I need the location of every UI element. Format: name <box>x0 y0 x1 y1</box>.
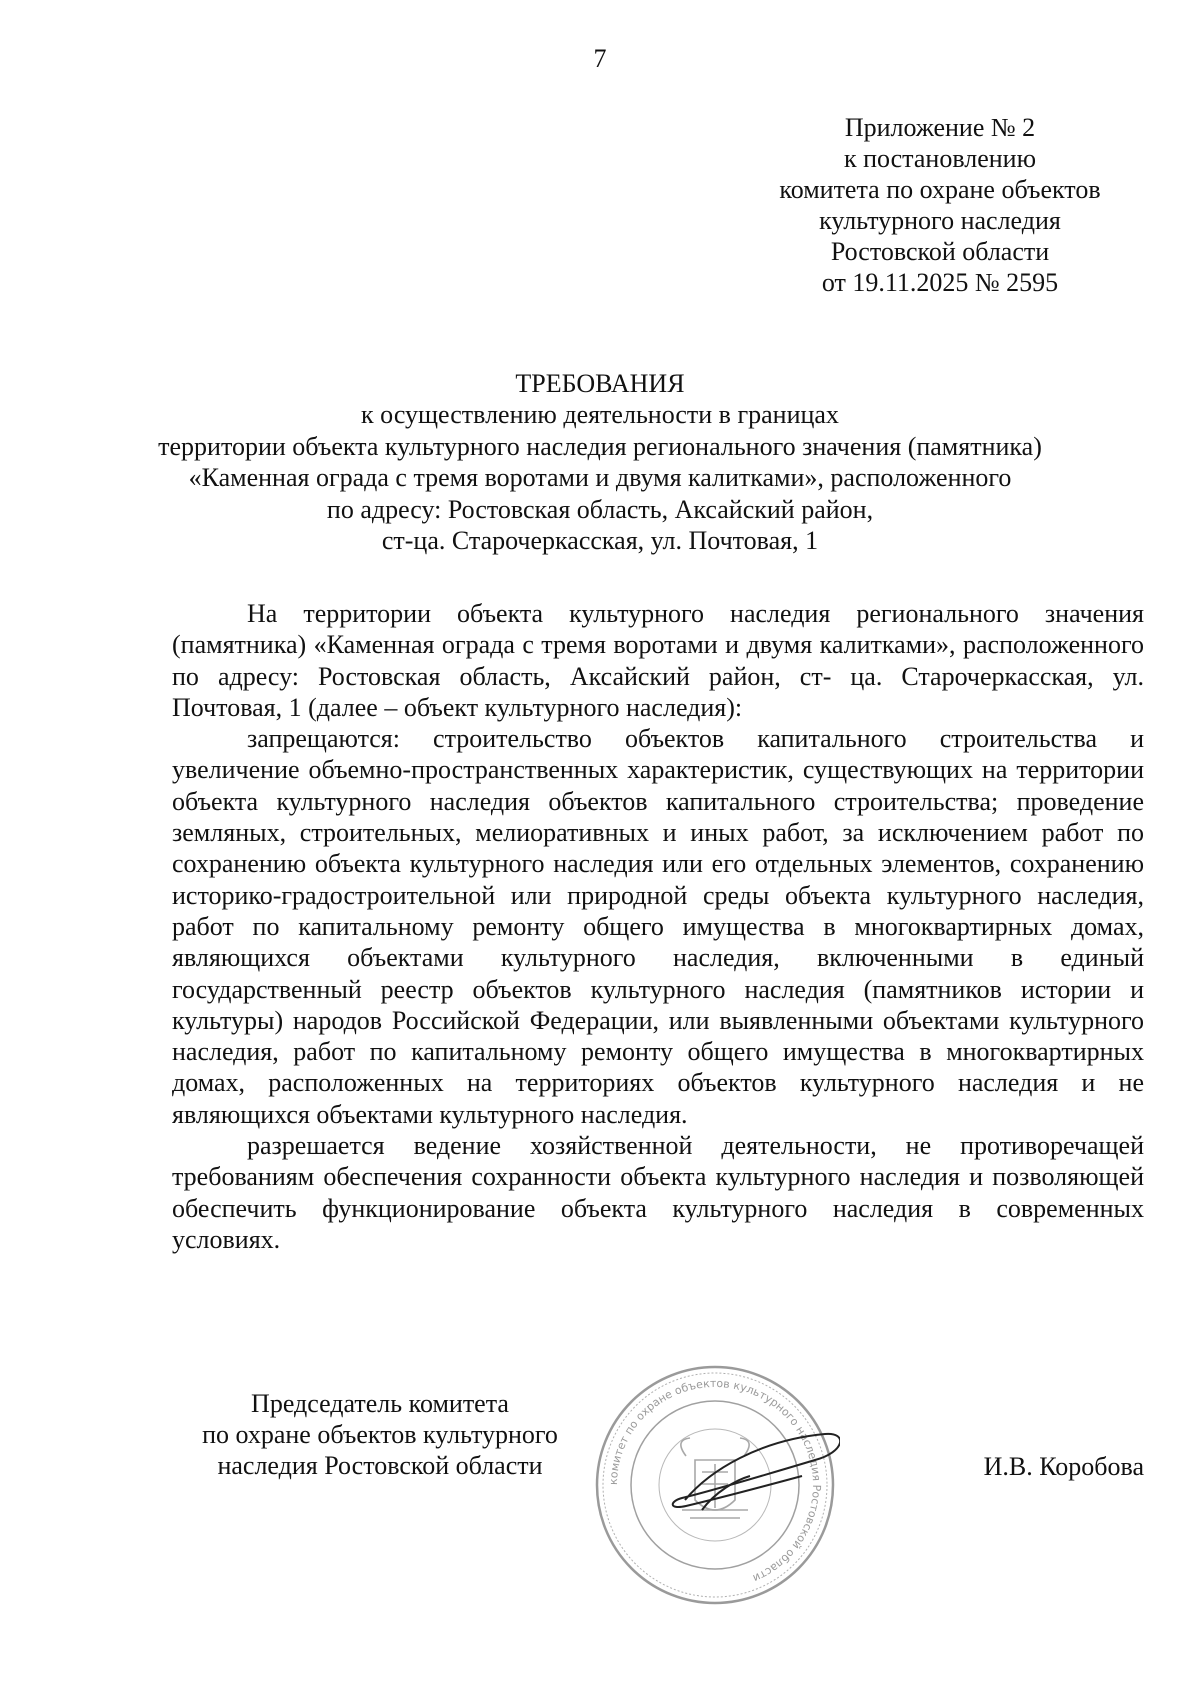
appendix-line: Приложение № 2 <box>844 113 1036 142</box>
body-paragraph: запрещаются: строительство объектов капитального строительства и увеличение объемно-пространственных характеристик, существующих на территории объекта культурного наследия объектов капитального строительства; проведение земляных, строительных, мелиоративных и иных работ, за исключением работ по сохранению объекта культурного наследия или его отдельных элементов, сохранению историко-градостроительной или природной среды объекта культурного наследия, работ по капитальному ремонту общего имущества в многоквартирных домах, являющихся объектами культурного наследия, включенными в единый государственный реестр объектов культурного наследия (памятников истории и культуры) народов Российской Федерации, или выявленными объектами культурного наследия, работ по капитальному ремонту общего имущества в многоквартирных домах, расположенных на территориях объектов культурного наследия и не являющихся объектами культурного наследия. <box>172 724 1144 1129</box>
official-seal-with-signature <box>590 1360 840 1610</box>
title-heading: ТРЕБОВАНИЯ <box>515 369 685 398</box>
signer-position-line: по охране объектов культурного <box>202 1420 558 1449</box>
document-title <box>0 368 1200 556</box>
title-line: «Каменная ограда с тремя воротами и двумя калитками», расположенного <box>188 463 1012 493</box>
title-line: ст-ца. Старочеркасская, ул. Почтовая, 1 <box>381 526 819 556</box>
appendix-line: от 19.11.2025 № 2595 <box>821 268 1059 297</box>
title-line: по адресу: Ростовская область, Аксайский район, <box>326 494 874 524</box>
signer-position-line: Председатель комитета <box>251 1389 509 1418</box>
signer-position-line: наследия Ростовской области <box>217 1451 543 1480</box>
appendix-line: комитета по охране объектов <box>779 175 1101 204</box>
title-line: к осуществлению деятельности в границах <box>361 400 839 430</box>
coat-of-arms-icon <box>681 1438 749 1518</box>
appendix-line: культурного наследия <box>819 206 1061 235</box>
signer-name: И.В. Коробова <box>983 1452 1144 1481</box>
appendix-line: Ростовской области <box>830 237 1050 266</box>
title-line: территории объекта культурного наследия регионального значения (памятника) <box>158 431 1042 461</box>
page-number: 7 <box>593 44 607 73</box>
body-paragraph: разрешается ведение хозяйственной деятельности, не противоречащей требованиям обеспечения сохранности объекта культурного наследия и позволяющей обеспечить функционирование объекта культурного наследия в современных условиях. <box>172 1131 1144 1254</box>
document-body <box>172 598 1144 1255</box>
appendix-line: к постановлению <box>843 144 1037 173</box>
signer-position <box>160 1388 600 1481</box>
seal-ring-text: комитет по охране объектов культурного наследия Ростовской области <box>606 1376 824 1585</box>
body-paragraph: На территории объекта культурного наследия регионального значения (памятника) «Каменная ограда с тремя воротами и двумя калитками», расположенного по адресу: Ростовская область, Аксайский район, ст- ца. Старочеркасская, ул. Почтовая, 1 (далее – объект культурного наследия): <box>172 599 1144 722</box>
appendix-block <box>690 112 1190 298</box>
